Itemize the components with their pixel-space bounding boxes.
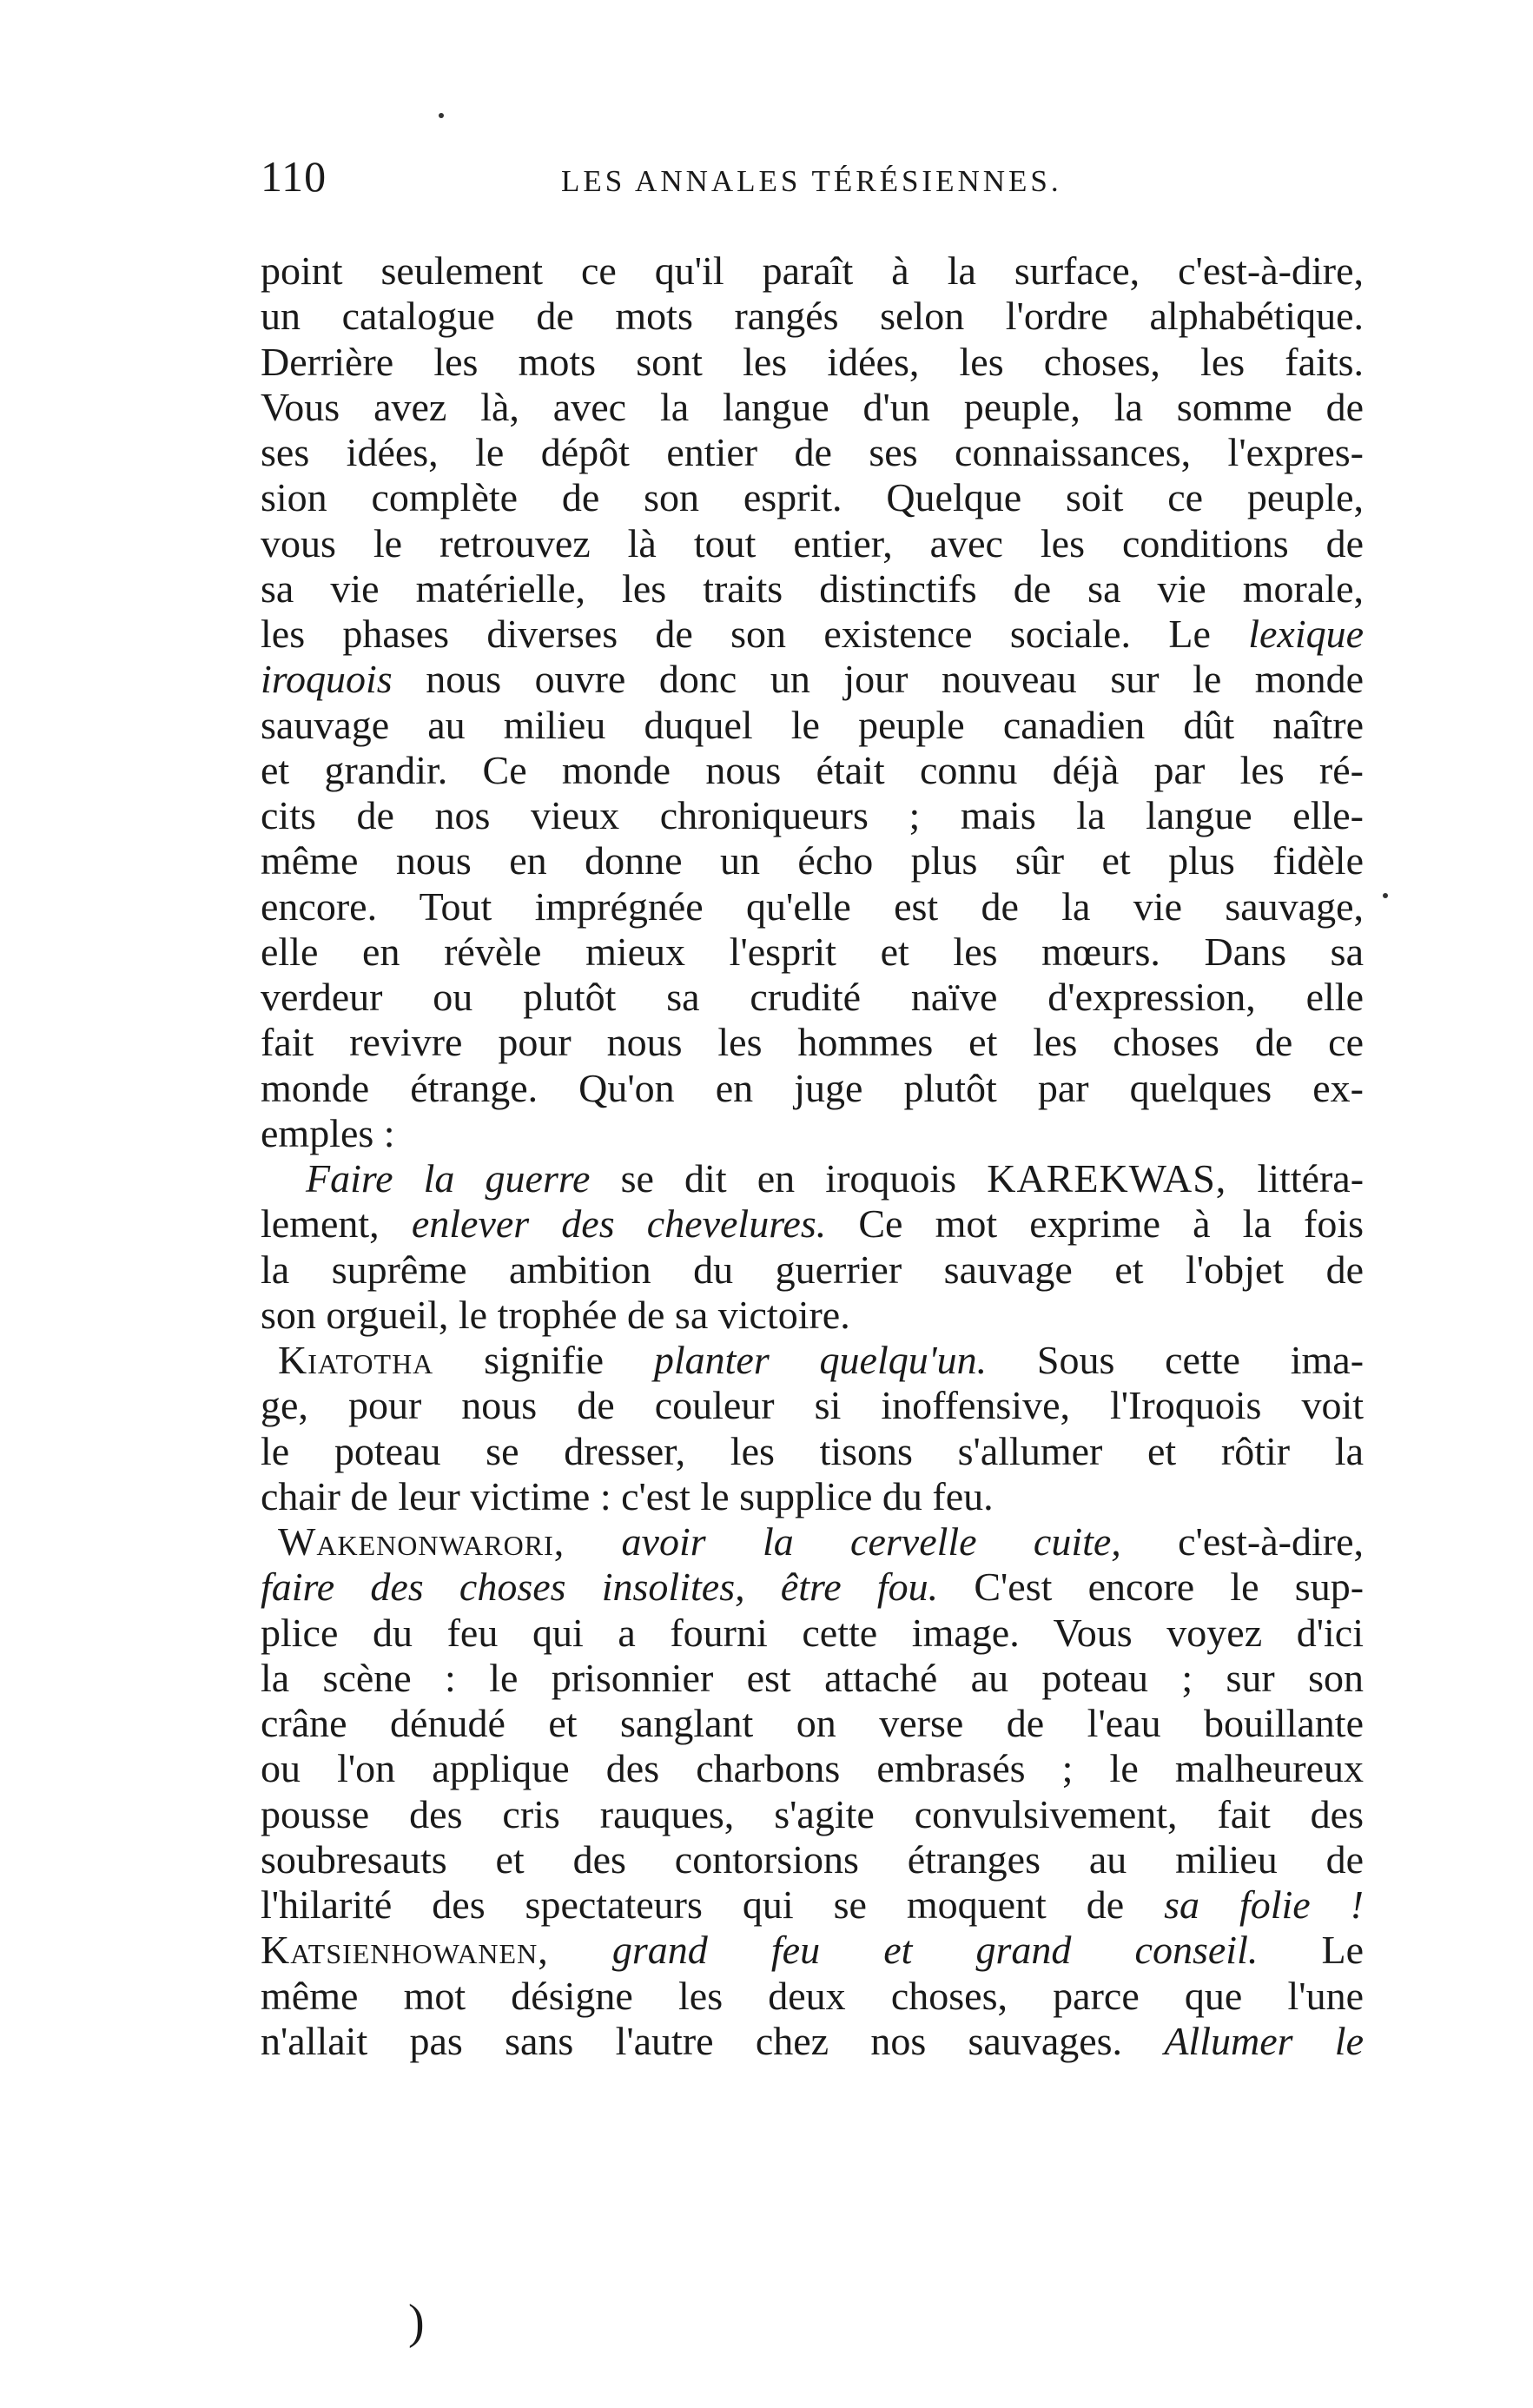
- text-line: ge, pour nous de couleur si inoffensive, l'Iroquois voit: [261, 1383, 1364, 1428]
- text-line: même mot désigne les deux choses, parce que l'une: [261, 1973, 1364, 2018]
- text-line: cits de nos vieux chroniqueurs ; mais la langue elle-: [261, 793, 1364, 837]
- italic-term: sa folie !: [1164, 1882, 1364, 1927]
- text-line: fait revivre pour nous les hommes et les choses de ce: [261, 1020, 1364, 1065]
- text-line: sion complète de son esprit. Quelque soit ce peuple,: [261, 475, 1364, 520]
- text-line: Kiatotha signifie planter quelqu'un. Sous cette ima-: [278, 1338, 1364, 1382]
- italic-term: planter quelqu'un.: [653, 1338, 988, 1382]
- italic-term: grand feu et grand conseil.: [611, 1928, 1259, 1973]
- text-line: Wakenonwarori, avoir la cervelle cuite, c'est-à-dire,: [278, 1519, 1364, 1564]
- iroquois-word: KAREKWAS,: [987, 1156, 1227, 1201]
- text-line: les phases diverses de son existence sociale. Le lexique: [261, 612, 1364, 656]
- text-line: verdeur ou plutôt sa crudité naïve d'expression, elle: [261, 975, 1364, 1019]
- iroquois-word: Wakenonwarori,: [278, 1519, 565, 1564]
- text-line: n'allait pas sans l'autre chez nos sauvages. Allumer le: [261, 2018, 1364, 2063]
- text-line: chair de leur victime : c'est le supplice du feu.: [261, 1473, 994, 1518]
- text-line: un catalogue de mots rangés selon l'ordre alphabétique.: [261, 294, 1364, 339]
- italic-term: faire des choses insolites, être fou.: [261, 1565, 939, 1610]
- italic-term: iroquois: [261, 657, 393, 702]
- italic-term: lexique: [1248, 612, 1364, 656]
- italic-term: enlever des chevelures.: [411, 1201, 827, 1247]
- text-line: vous le retrouvez là tout entier, avec les conditions de: [261, 520, 1364, 566]
- text-line: l'hilarité des spectateurs qui se moquent de sa folie !: [261, 1882, 1364, 1927]
- text-line: sa vie matérielle, les traits distinctifs de sa vie morale,: [261, 566, 1364, 611]
- text-line: emples :: [261, 1110, 395, 1155]
- text-line: son orgueil, le trophée de sa victoire.: [261, 1292, 850, 1337]
- text-line: lement, enlever des chevelures. Ce mot exprime à la fois: [261, 1201, 1364, 1247]
- iroquois-word: Kiatotha: [278, 1338, 434, 1382]
- text-line: Katsienhowanen, grand feu et grand conseil. Le: [261, 1928, 1364, 1973]
- body-text: [261, 248, 1364, 2064]
- italic-term: avoir la cervelle cuite,: [621, 1519, 1121, 1564]
- text-line: monde étrange. Qu'on en juge plutôt par quelques ex-: [261, 1065, 1364, 1110]
- text-line: ses idées, le dépôt entier de ses connaissances, l'expres-: [261, 430, 1364, 474]
- speck-mark: [439, 113, 444, 118]
- text-line: pousse des cris rauques, s'agite convulsivement, fait des: [261, 1791, 1364, 1836]
- text-line: même nous en donne un écho plus sûr et plus fidèle: [261, 838, 1364, 883]
- bottom-mark: ): [408, 2295, 425, 2349]
- text-line: plice du feu qui a fourni cette image. Vous voyez d'ici: [261, 1610, 1364, 1655]
- text-line: et grandir. Ce monde nous était connu déjà par les ré-: [261, 747, 1364, 792]
- text-line: la suprême ambition du guerrier sauvage et l'objet de: [261, 1247, 1364, 1292]
- text-line: elle en révèle mieux l'esprit et les mœurs. Dans sa: [261, 929, 1364, 974]
- text-line: faire des choses insolites, être fou. C'est encore le sup-: [261, 1565, 1364, 1610]
- text-line: point seulement ce qu'il paraît à la surface, c'est-à-dire,: [261, 248, 1364, 293]
- text-line: soubresauts et des contorsions étranges au milieu de: [261, 1836, 1364, 1882]
- page-header: [261, 146, 1364, 207]
- iroquois-word: Katsienhowanen,: [261, 1928, 549, 1973]
- page-number: 110: [261, 152, 327, 201]
- text-line: le poteau se dresser, les tisons s'allumer et rôtir la: [261, 1428, 1364, 1473]
- text-line: Faire la guerre se dit en iroquois KAREKWAS, littéra-: [306, 1156, 1364, 1201]
- text-line: Vous avez là, avec la langue d'un peuple, la somme de: [261, 384, 1364, 429]
- italic-term: Allumer le: [1164, 2018, 1364, 2063]
- text-line: encore. Tout imprégnée qu'elle est de la vie sauvage,: [261, 883, 1364, 929]
- speck-mark: [1383, 893, 1388, 898]
- text-line: la scène : le prisonnier est attaché au poteau ; sur son: [261, 1655, 1364, 1700]
- text-line: crâne dénudé et sanglant on verse de l'eau bouillante: [261, 1701, 1364, 1745]
- text-line: ou l'on applique des charbons embrasés ; le malheureux: [261, 1746, 1364, 1791]
- text-line: Derrière les mots sont les idées, les choses, les faits.: [261, 339, 1364, 384]
- text-line: sauvage au milieu duquel le peuple canadien dût naître: [261, 702, 1364, 747]
- text-line: iroquois nous ouvre donc un jour nouveau sur le monde: [261, 657, 1364, 702]
- running-title: LES ANNALES TÉRÉSIENNES.: [561, 164, 1062, 198]
- italic-term: Faire la guerre: [306, 1156, 591, 1201]
